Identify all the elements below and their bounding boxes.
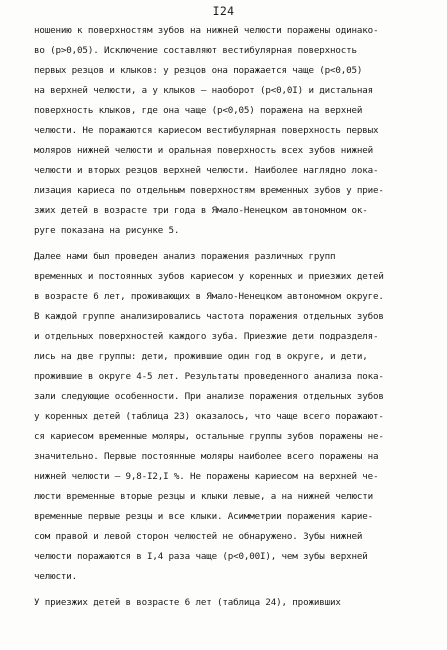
text-line: челюсти и вторых резцов верхней челюсти. Наиболее наглядно лока- <box>34 165 379 176</box>
text-line: челюсти. Не поражаются кариесом вестибулярная поверхность первых <box>34 125 379 136</box>
text-line: челюсти поражаются в I,4 раза чаще (p<0,00I), чем зубы верхней <box>34 551 368 562</box>
text-line: временных и постоянных зубов кариесом у коренных и приезжих детей <box>34 271 384 282</box>
text-line: лись на две группы: дети, прожившие один год в округе, и дети, <box>34 351 368 362</box>
text-line: прожившие в округе 4-5 лет. Результаты проведенного анализа пока- <box>34 371 384 382</box>
text-line: поверхность клыков, где она чаще (p<0,05) поражена на верхней <box>34 105 363 116</box>
text-line: зжих детей в возрасте три года в Ямало-Ненецком автономном ок- <box>34 205 368 216</box>
text-line: во (p>0,05). Исключение составляют вестибулярная поверхность <box>34 45 357 56</box>
text-line: у коренных детей (таблица 23) оказалось, что чаще всего поражают- <box>34 411 384 422</box>
text-line: руге показана на рисунке 5. <box>34 225 180 236</box>
text-line: на верхней челюсти, а у клыков – наоборот (p<0,0I) и дистальная <box>34 85 374 96</box>
page-number: I24 <box>212 4 235 18</box>
text-line: ся кариесом временные моляры, остальные группы зубов поражены не- <box>34 431 384 442</box>
text-line: ношению к поверхностям зубов на нижней челюсти поражены одинако- <box>34 25 379 36</box>
text-line: зали следующие особенности. При анализе поражения отдельных зубов <box>34 391 384 402</box>
text-line: Далее нами был проведен анализ поражения различных групп <box>34 251 336 262</box>
text-line: в возрасте 6 лет, проживающих в Ямало-Ненецком автономном округе. <box>34 291 384 302</box>
body-text <box>34 21 434 613</box>
text-line: моляров нижней челюсти и оральная поверхность всех зубов нижней <box>34 145 374 156</box>
text-line: временные первые резцы и все клыки. Асимметрии поражения карие- <box>34 511 374 522</box>
text-line: челюсти. <box>34 571 78 582</box>
text-line: люсти временные вторые резцы и клыки левые, а на нижней челюсти <box>34 491 374 502</box>
text-line: значительно. Первые постоянные моляры наиболее всего поражены на <box>34 451 379 462</box>
text-line: и отдельных поверхностей каждого зуба. Приезжие дети подразделя- <box>34 331 379 342</box>
text-line: сом правой и левой сторон челюстей не обнаружено. Зубы нижней <box>34 531 363 542</box>
text-line: первых резцов и клыков: у резцов она поражается чаще (p<0,05) <box>34 65 363 76</box>
text-line: У приезжих детей в возрасте 6 лет (таблица 24), проживших <box>34 597 341 608</box>
text-line: лизация кариеса по отдельным поверхностям временных зубов у прие- <box>34 185 384 196</box>
text-line: нижней челюсти – 9,8-I2,I %. Не поражены кариесом на верхней че- <box>34 471 379 482</box>
text-line: В каждой группе анализировались частота поражения отдельных зубов <box>34 311 384 322</box>
